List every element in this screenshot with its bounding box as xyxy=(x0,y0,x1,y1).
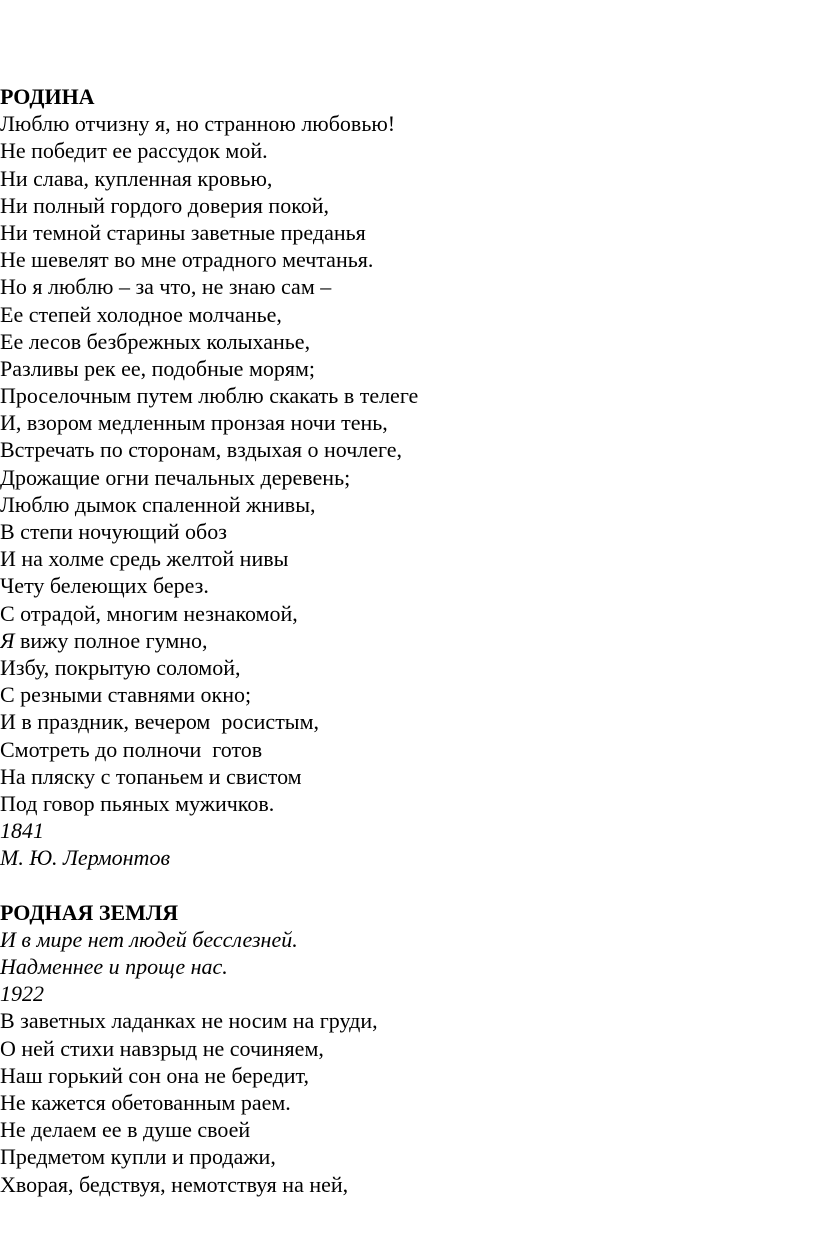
poem-line: Ни темной старины заветные преданья xyxy=(0,219,366,245)
poem-line: Ни слава, купленная кровью, xyxy=(0,165,273,191)
poem-line: Люблю дымок спаленной жнивы, xyxy=(0,491,316,517)
poem-line: Предметом купли и продажи, xyxy=(0,1144,276,1170)
poem-line: Ее лесов безбрежных колыханье, xyxy=(0,328,311,354)
poem-year: 1841 xyxy=(0,818,44,844)
poem-line: С резными ставнями окно; xyxy=(0,682,252,708)
italic-word: Я xyxy=(0,627,15,653)
poem-line: Избу, покрытую соломой, xyxy=(0,654,241,680)
poem-line: Встречать по сторонам, вздыхая о ночлеге, xyxy=(0,437,403,463)
poem-line: На пляску с топаньем и свистом xyxy=(0,763,302,789)
epigraph-year: 1922 xyxy=(0,981,44,1007)
poem-line-with-italic xyxy=(0,627,800,654)
poem-line: Не шевелят во мне отрадного мечтанья. xyxy=(0,247,374,273)
document-body xyxy=(0,83,800,1198)
poem-line: Люблю отчизну я, но странною любовью! xyxy=(0,111,396,137)
poem-line: Наш горький сон она не бередит, xyxy=(0,1062,310,1088)
poem-line: Хворая, бедствуя, немотствуя на ней, xyxy=(0,1171,349,1197)
poem-line: Проселочным путем люблю скакать в телеге xyxy=(0,383,419,409)
poem-title: РОДИНА xyxy=(0,84,95,109)
poem-line: И, взором медленным пронзая ночи тень, xyxy=(0,410,388,436)
poem-title: РОДНАЯ ЗЕМЛЯ xyxy=(0,899,179,925)
poem-line: Смотреть до полночи готов xyxy=(0,736,263,762)
poem-line-rest: вижу полное гумно, xyxy=(19,627,208,653)
poem-author: М. Ю. Лермонтов xyxy=(0,845,170,871)
poem-line: О ней стихи навзрыд не сочиняем, xyxy=(0,1035,324,1061)
poem-line: В заветных ладанках не носим на груди, xyxy=(0,1008,378,1034)
poem-line: И на холме средь желтой нивы xyxy=(0,546,289,572)
epigraph-line: И в мире нет людей бесслезней. xyxy=(0,926,298,952)
poem-line: Не победит ее рассудок мой. xyxy=(0,138,268,164)
poem-line: Дрожащие огни печальных деревень; xyxy=(0,464,351,490)
poem-line: Не кажется обетованным раем. xyxy=(0,1089,291,1115)
poem-line: Под говор пьяных мужичков. xyxy=(0,790,275,816)
poem-line: Ее степей холодное молчанье, xyxy=(0,301,282,327)
poem-line: Чету белеющих берез. xyxy=(0,573,209,599)
poem-line: В степи ночующий обоз xyxy=(0,519,227,544)
poem-line: Но я люблю – за что, не знаю сам – xyxy=(0,274,332,300)
poem-line: И в праздник, вечером росистым, xyxy=(0,709,320,735)
epigraph-line: Надменнее и проще нас. xyxy=(0,954,228,979)
poem-line: С отрадой, многим незнакомой, xyxy=(0,600,298,626)
poem-line: Ни полный гордого доверия покой, xyxy=(0,192,330,218)
poem-line: Не делаем ее в душе своей xyxy=(0,1117,251,1143)
section-gap xyxy=(0,871,800,898)
poem-line: Разливы рек ее, подобные морям; xyxy=(0,355,316,381)
